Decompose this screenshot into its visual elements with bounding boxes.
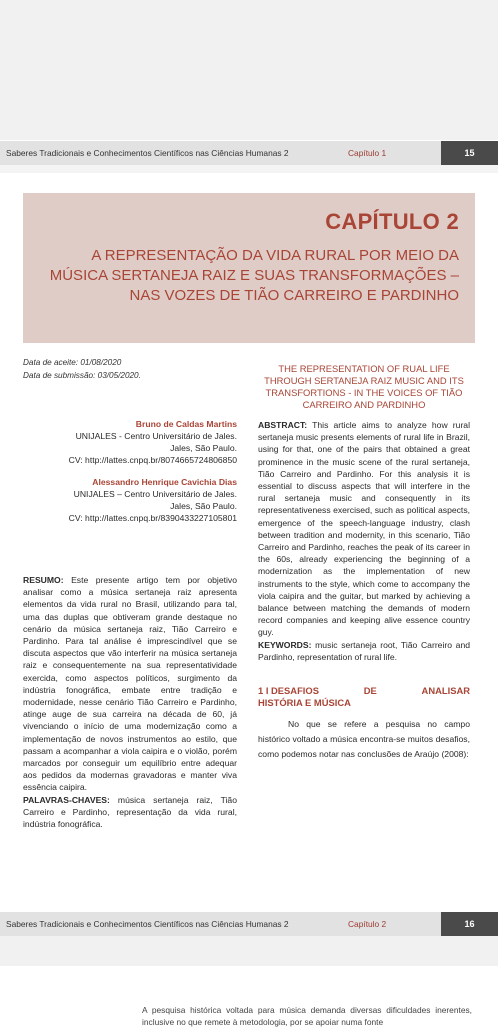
author-city: Jales, São Paulo.	[170, 443, 237, 453]
keywords-pt-text: música sertaneja raiz, Tião Carreiro e Pardinho, representação da vida rural, indústria fonográfica.	[23, 794, 237, 830]
section-word: DE	[363, 685, 377, 697]
running-header-page-15	[0, 141, 498, 165]
author-cv-link[interactable]: CV: http://lattes.cnpq.br/8390433227105801	[68, 513, 237, 523]
submission-dates	[23, 356, 141, 382]
keywords-en-label: KEYWORDS:	[258, 639, 312, 650]
chapter-banner	[23, 193, 475, 343]
abstract-label: ABSTRACT:	[258, 420, 308, 430]
page-number: 15	[441, 141, 498, 165]
keywords-pt-paragraph	[23, 794, 237, 831]
page-gap	[0, 936, 498, 966]
keywords-pt-label: PALAVRAS-CHAVES:	[23, 794, 110, 805]
author-name: Bruno de Caldas Martins	[135, 419, 237, 429]
submit-date: Data de submissão: 03/05/2020.	[23, 371, 141, 380]
author-name: Alessandro Henrique Cavichia Dias	[92, 477, 237, 487]
keywords-en-text: music sertaneja root, Tião Carreiro and Pardinho, representation of rural life.	[258, 639, 470, 662]
resumo-text: Este presente artigo tem por objetivo analisar como a música sertaneja raiz apresenta elementos da vida rural no Brasil, utilizando para tal, uma das duplas que obtiveram grande destaque no cenário da música sertaneja raiz, Tião Carreiro e Pardinho. Para tal análise é imprescindível que se discuta aspectos que vão interferir na música sertaneja raiz e consequentemente na sua representatividade exercida, como aspectos políticos, surgimento da indústria fonográfica, embate entre tradição e modernidade, nesse cenário Tião Carreiro e Pardinho, atinge auge de sua carreira na década de 60, já vivenciando o início de uma modernização como a implementação de novos instrumentos ao estilo, que passam a acompanhar a viola caipira e o violão, porém marcados por conseguir um equilíbrio entre adequar aos pedidos da modernas gravadoras e manter viva essência caipira.	[23, 575, 237, 793]
section-paragraph: No que se refere a pesquisa no campo histórico voltado a música encontra-se muitos desafios, como podemos notar nas conclusões de Araújo (2008):	[258, 719, 470, 760]
section-word: ANALISAR	[421, 685, 470, 697]
page-top-band	[0, 165, 498, 173]
section-heading	[258, 685, 470, 709]
section-heading-line-2: HISTÓRIA E MÚSICA	[258, 697, 351, 709]
resumo-label: RESUMO:	[23, 575, 64, 585]
page-number: 16	[441, 912, 498, 936]
abstract-text: This article aims to analyze how rural sertaneja music presents elements of rural life in Brazil, using for that, one of the pairs that obtained a great prominence in the music scene of the rural sertaneja, Tião Carreiro and Pardinho. For this analysis it is essential to discuss aspects that will interfere in the rural sertaneja music and consequently in its representativeness exercised, such as political aspects, emergence of the speech-language industry, clash between tradition and modernity, in this scenario, Tião Carreiro and Pardinho, reaches the peak of its career in the 60s, already experiencing the beginning of a modernization as the implementation of new instruments to the style, which come to accompany the viola caipira and the guitar, but marked by achieving a balance between matching the demands of modern record companies and keeping alive essence country guy.	[258, 420, 470, 638]
accept-date: Data de aceite: 01/08/2020	[23, 358, 122, 367]
resumo-column	[23, 574, 237, 830]
book-title: Saberes Tradicionais e Conhecimentos Científicos nas Ciências Humanas 2	[6, 919, 289, 929]
abstract-column	[258, 363, 470, 762]
resumo-paragraph	[23, 574, 237, 794]
author-1	[23, 418, 237, 466]
author-institution: UNIJALES - Centro Universitário de Jales.	[75, 431, 237, 441]
author-institution: UNIJALES – Centro Universitário de Jales.	[73, 489, 237, 499]
section-word: 1 I DESAFIOS	[258, 685, 319, 697]
abstract-paragraph	[258, 419, 470, 639]
next-page-text: A pesquisa histórica voltada para música demanda diversas dificuldades inerentes, inclusive no que remete à metodologia, por se apoiar numa fonte	[142, 1005, 472, 1027]
chapter-title: A REPRESENTAÇÃO DA VIDA RURAL POR MEIO DA MÚSICA SERTANEJA RAIZ E SUAS TRANSFORMAÇÕES – NAS VOZES DE TIÃO CARREIRO E PARDINHO	[49, 247, 459, 304]
section-heading-line-1	[258, 685, 470, 697]
chapter-label: Capítulo 1	[348, 148, 387, 158]
author-2	[23, 476, 237, 524]
author-block	[23, 418, 237, 524]
english-title: THE REPRESENTATION OF RUAL LIFE THROUGH SERTANEJA RAIZ MUSIC AND ITS TRANSFORTIONS - IN THE VOICES OF TIÃO CARREIRO AND PARDINHO	[264, 363, 464, 410]
author-cv-link[interactable]: CV: http://lattes.cnpq.br/8074665724806850	[68, 455, 237, 465]
keywords-en-paragraph	[258, 639, 470, 663]
running-footer-page-16	[0, 912, 498, 936]
chapter-heading: CAPÍTULO 2	[325, 209, 459, 234]
book-title: Saberes Tradicionais e Conhecimentos Científicos nas Ciências Humanas 2	[6, 148, 289, 158]
page-gap	[0, 0, 498, 140]
author-city: Jales, São Paulo.	[170, 501, 237, 511]
chapter-label: Capítulo 2	[348, 919, 387, 929]
